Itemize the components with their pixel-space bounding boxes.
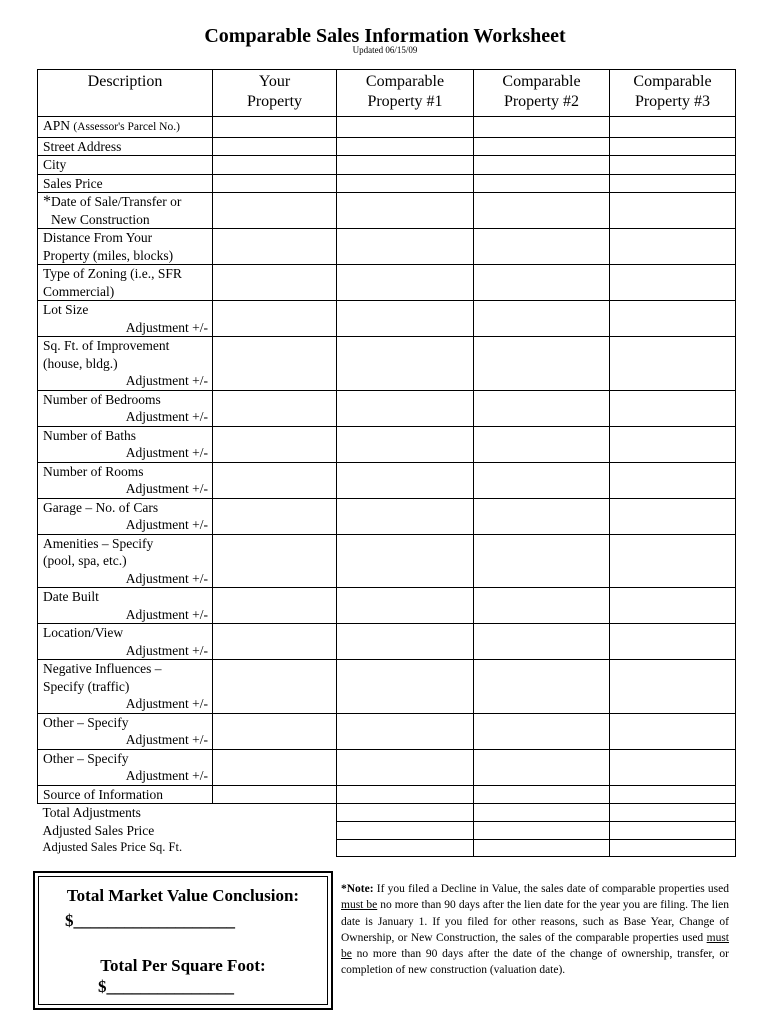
updated-date: Updated 06/15/09 — [352, 45, 418, 55]
input-cell[interactable] — [474, 174, 610, 193]
label-adjusted-price-sqft: Adjusted Sales Price Sq. Ft. — [42, 840, 183, 854]
input-cell[interactable] — [474, 137, 610, 156]
row-total-adjustments — [38, 804, 736, 822]
input-cell[interactable] — [474, 462, 610, 498]
row-other-2 — [38, 749, 736, 785]
input-cell[interactable] — [610, 785, 736, 804]
row-location — [38, 624, 736, 660]
col-comparable-2: Comparable Property #2 — [474, 70, 610, 117]
input-cell[interactable] — [213, 534, 337, 588]
input-cell[interactable] — [610, 713, 736, 749]
input-cell[interactable] — [610, 498, 736, 534]
row-adjusted-price-sqft — [38, 839, 736, 857]
header-row — [38, 70, 736, 117]
row-city — [38, 156, 736, 175]
input-cell[interactable] — [337, 713, 474, 749]
input-cell[interactable] — [337, 337, 474, 391]
input-cell[interactable] — [337, 588, 474, 624]
label-sqft: Sq. Ft. of Improvement (house, bldg.) Adjustment +/- — [38, 337, 213, 391]
input-cell[interactable] — [610, 337, 736, 391]
per-sqft-label: Total Per Square Foot: — [100, 956, 266, 975]
label-apn: APN (Assessor's Parcel No.) — [38, 117, 213, 138]
input-cell[interactable] — [610, 265, 736, 301]
label-distance: Distance From Your Property (miles, blocks) — [38, 229, 213, 265]
worksheet-table — [37, 69, 736, 857]
input-cell[interactable] — [610, 624, 736, 660]
input-cell[interactable] — [337, 137, 474, 156]
row-sqft — [38, 337, 736, 391]
input-cell[interactable] — [213, 713, 337, 749]
note-text: *Note: If you filed a Decline in Value, the sales date of comparable properties used must be no more than 90 days after the lien date for the year you are filing. The lien date is January 1. If you filed for other reasons, such as Base Year, Change of Ownership, or New Construction, the sales of the comparable properties used must be no more than 90 days after the date of the change of ownership, transfer, or completion of new construction (valuation date). — [341, 883, 729, 977]
label-amenities: Amenities – Specify (pool, spa, etc.) Adjustment +/- — [38, 534, 213, 588]
input-cell[interactable] — [474, 265, 610, 301]
input-cell[interactable] — [474, 301, 610, 337]
input-cell[interactable] — [610, 462, 736, 498]
input-cell[interactable] — [337, 660, 474, 714]
col-description: Description — [38, 70, 213, 117]
per-sqft-field[interactable]: $_______________ — [98, 977, 234, 996]
input-cell[interactable] — [610, 174, 736, 193]
input-cell[interactable] — [213, 156, 337, 175]
row-source — [38, 785, 736, 804]
input-cell[interactable] — [610, 426, 736, 462]
input-cell[interactable] — [337, 301, 474, 337]
row-amenities — [38, 534, 736, 588]
row-baths — [38, 426, 736, 462]
input-cell[interactable] — [610, 822, 736, 840]
input-cell[interactable] — [213, 193, 337, 229]
input-cell[interactable] — [610, 804, 736, 822]
row-street — [38, 137, 736, 156]
input-cell[interactable] — [474, 426, 610, 462]
market-value-field[interactable]: $___________________ — [65, 911, 235, 930]
row-zoning — [38, 265, 736, 301]
input-cell[interactable] — [610, 301, 736, 337]
input-cell[interactable] — [337, 156, 474, 175]
input-cell[interactable] — [474, 229, 610, 265]
input-cell[interactable] — [213, 137, 337, 156]
input-cell[interactable] — [474, 624, 610, 660]
label-rooms: Number of Rooms Adjustment +/- — [38, 462, 213, 498]
input-cell[interactable] — [474, 839, 610, 857]
input-cell[interactable] — [610, 749, 736, 785]
input-cell[interactable] — [474, 117, 610, 138]
input-cell[interactable] — [610, 839, 736, 857]
input-cell[interactable] — [337, 426, 474, 462]
row-adjusted-price — [38, 822, 736, 840]
row-bedrooms — [38, 390, 736, 426]
col-comparable-1: Comparable Property #1 — [337, 70, 474, 117]
input-cell[interactable] — [610, 588, 736, 624]
label-other-1: Other – Specify Adjustment +/- — [38, 713, 213, 749]
label-total-adjustments: Total Adjustments — [42, 805, 141, 820]
input-cell[interactable] — [213, 229, 337, 265]
input-cell[interactable] — [474, 713, 610, 749]
row-distance — [38, 229, 736, 265]
input-cell[interactable] — [610, 390, 736, 426]
input-cell[interactable] — [213, 301, 337, 337]
label-street: Street Address — [38, 137, 213, 156]
label-other-2: Other – Specify Adjustment +/- — [38, 749, 213, 785]
input-cell[interactable] — [474, 498, 610, 534]
row-negative — [38, 660, 736, 714]
input-cell[interactable] — [337, 193, 474, 229]
row-other-1 — [38, 713, 736, 749]
label-negative: Negative Influences – Specify (traffic) Adjustment +/- — [38, 660, 213, 714]
label-baths: Number of Baths Adjustment +/- — [38, 426, 213, 462]
label-garage: Garage – No. of Cars Adjustment +/- — [38, 498, 213, 534]
input-cell[interactable] — [337, 174, 474, 193]
input-cell[interactable] — [610, 137, 736, 156]
row-date-built — [38, 588, 736, 624]
input-cell[interactable] — [337, 749, 474, 785]
label-lot-size: Lot Size Adjustment +/- — [38, 301, 213, 337]
input-cell[interactable] — [337, 229, 474, 265]
input-cell[interactable] — [213, 785, 337, 804]
input-cell[interactable] — [474, 588, 610, 624]
row-rooms — [38, 462, 736, 498]
input-cell[interactable] — [474, 749, 610, 785]
input-cell[interactable] — [337, 839, 474, 857]
input-cell[interactable] — [610, 534, 736, 588]
row-garage — [38, 498, 736, 534]
row-date-of-sale — [38, 193, 736, 229]
col-comparable-3: Comparable Property #3 — [610, 70, 736, 117]
input-cell[interactable] — [474, 785, 610, 804]
label-sales-price: Sales Price — [38, 174, 213, 193]
input-cell[interactable] — [337, 804, 474, 822]
input-cell[interactable] — [337, 462, 474, 498]
row-sales-price — [38, 174, 736, 193]
input-cell[interactable] — [213, 749, 337, 785]
label-date-built: Date Built Adjustment +/- — [38, 588, 213, 624]
input-cell[interactable] — [213, 265, 337, 301]
input-cell[interactable] — [213, 174, 337, 193]
input-cell[interactable] — [474, 660, 610, 714]
label-date-of-sale: *Date of Sale/Transfer or New Construction — [38, 193, 213, 229]
input-cell[interactable] — [213, 117, 337, 138]
input-cell[interactable] — [474, 534, 610, 588]
label-location: Location/View Adjustment +/- — [38, 624, 213, 660]
input-cell[interactable] — [474, 193, 610, 229]
input-cell[interactable] — [213, 498, 337, 534]
input-cell[interactable] — [337, 390, 474, 426]
input-cell[interactable] — [213, 390, 337, 426]
input-cell[interactable] — [337, 265, 474, 301]
input-cell[interactable] — [337, 822, 474, 840]
label-bedrooms: Number of Bedrooms Adjustment +/- — [38, 390, 213, 426]
input-cell[interactable] — [610, 117, 736, 138]
input-cell[interactable] — [610, 156, 736, 175]
input-cell[interactable] — [213, 624, 337, 660]
input-cell[interactable] — [610, 660, 736, 714]
conclusion-box — [33, 871, 333, 1010]
input-cell[interactable] — [213, 588, 337, 624]
input-cell[interactable] — [337, 534, 474, 588]
market-value-label: Total Market Value Conclusion: — [66, 886, 300, 905]
input-cell[interactable] — [474, 337, 610, 391]
label-adjusted-price: Adjusted Sales Price — [42, 822, 155, 838]
input-cell[interactable] — [474, 804, 610, 822]
input-cell[interactable] — [474, 390, 610, 426]
input-cell[interactable] — [337, 117, 474, 138]
label-zoning: Type of Zoning (i.e., SFR Commercial) — [38, 265, 213, 301]
input-cell[interactable] — [213, 660, 337, 714]
input-cell[interactable] — [337, 498, 474, 534]
row-lot-size — [38, 301, 736, 337]
input-cell[interactable] — [474, 822, 610, 840]
input-cell[interactable] — [610, 229, 736, 265]
input-cell[interactable] — [213, 337, 337, 391]
input-cell[interactable] — [337, 785, 474, 804]
row-apn — [38, 117, 736, 138]
input-cell[interactable] — [213, 462, 337, 498]
label-city: City — [38, 156, 213, 175]
input-cell[interactable] — [474, 156, 610, 175]
input-cell[interactable] — [213, 426, 337, 462]
input-cell[interactable] — [337, 624, 474, 660]
input-cell[interactable] — [610, 193, 736, 229]
page-title: Comparable Sales Information Worksheet — [204, 25, 566, 47]
col-your-property: Your Property — [213, 70, 337, 117]
label-source: Source of Information — [38, 785, 213, 804]
